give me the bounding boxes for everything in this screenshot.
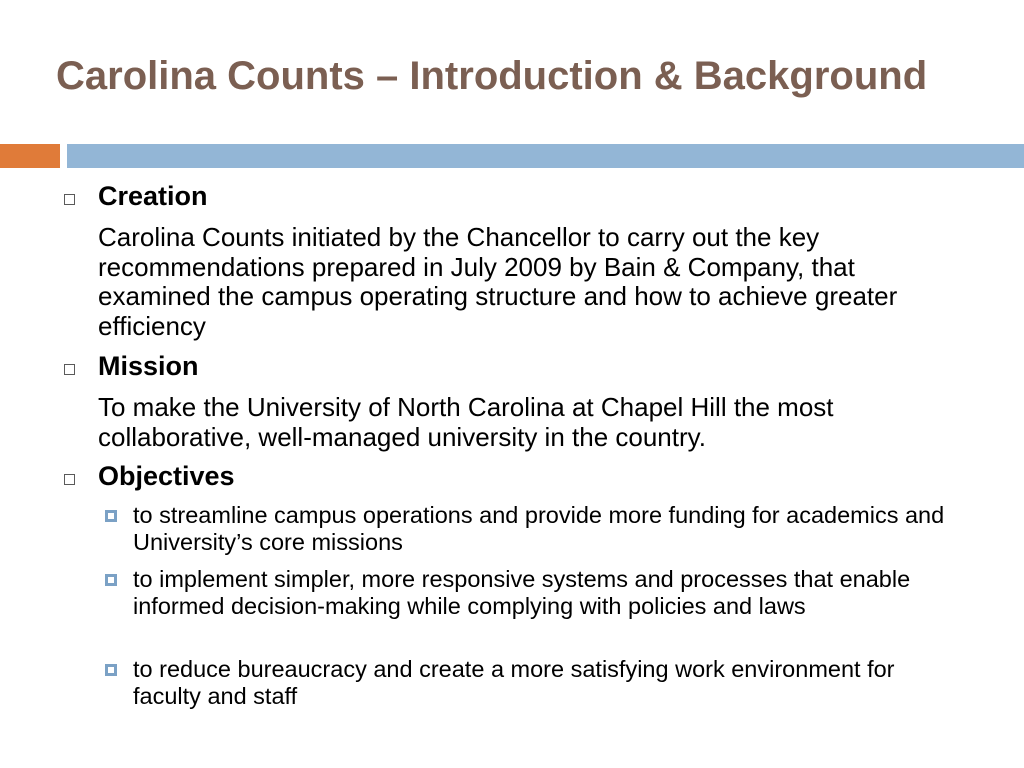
section-body-mission: To make the University of North Carolina at Chapel Hill the most collaborative, well-managed university in the country. <box>98 392 834 452</box>
objective-item: to reduce bureaucracy and create a more satisfying work environment for faculty and staff <box>133 656 895 709</box>
sub-bullet-icon <box>105 510 117 522</box>
section-heading-mission: Mission <box>98 351 199 381</box>
square-bullet-icon <box>64 474 75 485</box>
objective-item: to streamline campus operations and provide more funding for academics and University’s core missions <box>133 502 945 555</box>
accent-bar-orange <box>0 144 60 168</box>
accent-bar-blue <box>67 144 1024 168</box>
square-bullet-icon <box>64 364 75 375</box>
square-bullet-icon <box>64 194 75 205</box>
sub-bullet-icon <box>105 574 117 586</box>
slide-title: Carolina Counts – Introduction & Background <box>56 54 928 98</box>
section-heading-objectives: Objectives <box>98 461 235 491</box>
section-heading-creation: Creation <box>98 181 208 211</box>
sub-bullet-icon <box>105 664 117 676</box>
objective-item: to implement simpler, more responsive systems and processes that enable informed decision-making while complying with policies and laws <box>133 566 911 619</box>
section-body-creation: Carolina Counts initiated by the Chancellor to carry out the key recommendations prepared in July 2009 by Bain & Company, that examined the campus operating structure and how to achieve greater efficiency <box>98 222 898 341</box>
